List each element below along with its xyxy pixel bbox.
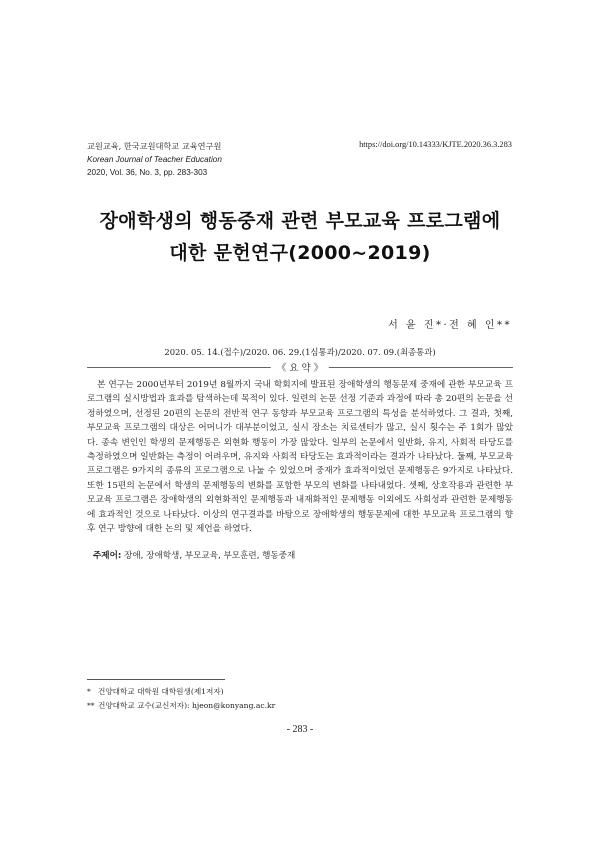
journal-header bbox=[87, 140, 222, 179]
footnote-2 bbox=[87, 699, 275, 713]
submission-dates: 2020. 05. 14.(접수)/2020. 06. 29.(1심통과)/2020. 07. 09.(최종통과) bbox=[164, 347, 436, 357]
footnote-divider bbox=[87, 679, 225, 680]
journal-name: Korean Journal of Teacher Education bbox=[87, 155, 222, 164]
volume-info: 2020, Vol. 36, No. 3, pp. 283-303 bbox=[87, 168, 208, 177]
footnote-mark: * bbox=[87, 687, 91, 696]
keywords bbox=[93, 549, 295, 561]
footnote-1 bbox=[87, 685, 275, 699]
footnote-text: 건양대학교 교수(교신저자): hjeon@konyang.ac.kr bbox=[98, 700, 276, 710]
footnote-mark: ** bbox=[87, 700, 95, 710]
author-list: 서 윤 진*·전 혜 인** bbox=[388, 320, 512, 331]
publisher-line: 교원교육, 한국교원대학교 교육연구원 bbox=[87, 141, 222, 151]
doi-link[interactable]: https://doi.org/10.14333/KJTE.2020.36.3.283 bbox=[359, 140, 512, 149]
footnotes bbox=[87, 685, 275, 713]
title-line-1: 장애학생의 행동중재 관련 부모교육 프로그램에 bbox=[99, 210, 501, 232]
footnote-text: 건양대학교 대학원 대학원생(제1저자) bbox=[98, 687, 224, 696]
title-line-2: 대한 문헌연구(2000~2019) bbox=[169, 242, 431, 264]
paper-title bbox=[60, 205, 540, 269]
keywords-list: 장애, 장애학생, 부모교육, 부모훈련, 행동중재 bbox=[124, 551, 296, 561]
abstract-text: 본 연구는 2000년부터 2019년 8월까지 국내 학회지에 발표된 장애학생의 행동문제 중재에 관한 부모교육 프로그램의 실시방법과 효과를 탐색하는데 목적이 있다. 일련의 논문 선정 기준과 과정에 따라 총 20편의 논문을 선정하였으며, 선정된 20편의 논문의 전반적 연구 동향과 부모교육 프로그램의 특성을 분석하였다. 그 결과, 첫째, 부모교육 프로그램의 대상은 어머니가 대부분이었고, 실시 장소는 치료센터가 많고, 실시 횟수는 주 1회가 많았다. 종속 변인인 학생의 문제행동은 외현화 행동이 가장 많았다. 일부의 논문에서 일반화, 유지, 사회적 타당도를 측정하였으며 일반화는 측정이 어려우며, 유지와 사회적 타당도는 효과적이라는 결과가 나타났다. 둘째, 부모교육 프로그램은 9가지의 종류의 프로그램으로 나눌 수 있었으며 중재가 효과적이었던 문제행동은 9가지로 나타났다. 또한 15편의 논문에서 학생의 문제행동의 변화를 포함한 부모의 변화를 나타내었다. 셋째, 상호작용과 관련한 부모교육 프로그램은 장애학생의 외현화적인 문제행동과 내재화적인 문제행동 이외에도 사회성과 관련한 문제행동에 효과적인 것으로 나타났다. 이상의 연구결과를 바탕으로 장애학생의 행동문제에 대한 부모교육 프로그램의 향후 연구 방향에 대한 논의 및 제언을 하였다. bbox=[87, 380, 513, 535]
summary-divider bbox=[87, 363, 513, 374]
page-number: - 283 - bbox=[286, 724, 314, 735]
keywords-label: 주제어: bbox=[93, 551, 122, 561]
summary-heading: 《 요 약 》 bbox=[271, 360, 329, 374]
